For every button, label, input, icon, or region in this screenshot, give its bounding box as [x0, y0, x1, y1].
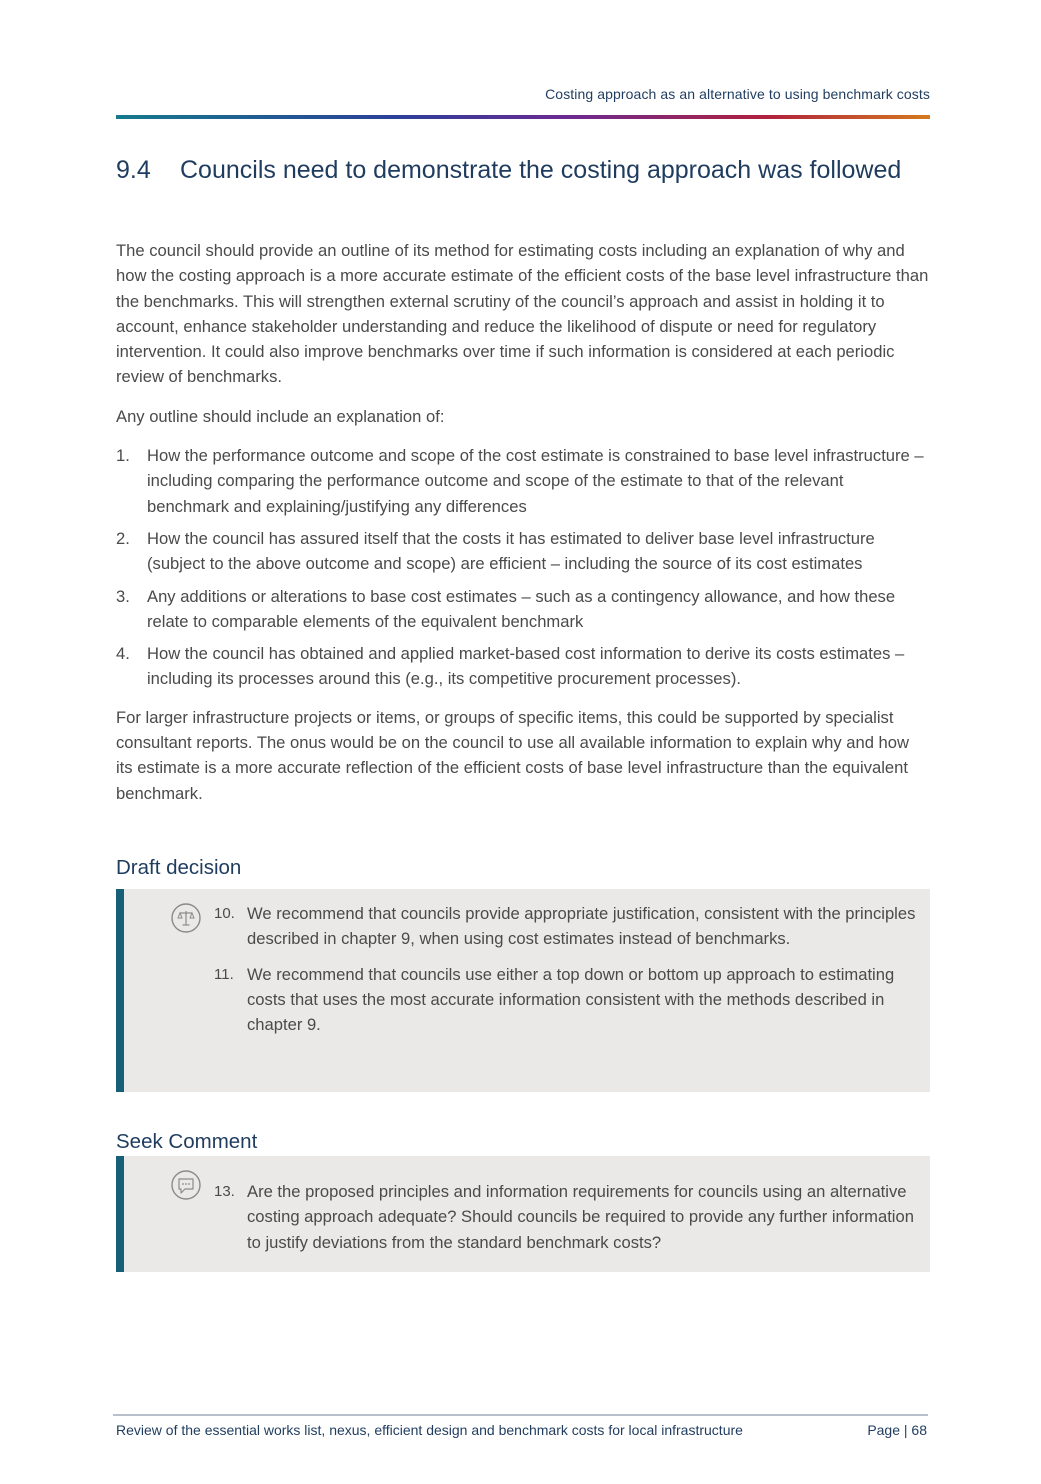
decision-item	[214, 901, 926, 952]
draft-decision-heading: Draft decision	[116, 856, 242, 879]
page-number: Page | 68	[867, 1422, 927, 1438]
footer-rule	[113, 1414, 928, 1416]
seek-comment-list	[214, 1179, 926, 1265]
list-text: How the performance outcome and scope of the cost estimate is constrained to base level infrastructure – including comparing the performance outcome and scope of the estimate to that of the relevant benchmark and explaining/justifying any differences	[147, 446, 924, 516]
list-item	[116, 443, 930, 519]
list-number: 2.	[116, 528, 130, 548]
explanation-list	[116, 443, 930, 692]
draft-decision-list	[214, 901, 926, 1047]
comment-text: Are the proposed principles and information requirements for councils using an alternative costing approach adequate? Should councils be required to provide any further information to justify deviations from the standard benchmark costs?	[247, 1182, 914, 1252]
list-number: 4.	[116, 644, 130, 664]
list-text: Any additions or alterations to base cost estimates – such as a contingency allowance, and how these relate to comparable elements of the equivalent benchmark	[147, 586, 896, 631]
list-item	[116, 526, 930, 577]
list-text: How the council has obtained and applied market-based cost information to derive its costs estimates – including its processes around this (e.g., its competitive procurement processes).	[147, 644, 905, 689]
body-text	[116, 238, 930, 820]
paragraph: For larger infrastructure projects or items, or groups of specific items, this could be supported by specialist consultant reports. The onus would be on the council to use all available information to explain why and how its estimate is a more accurate reflection of the efficient costs of base level infrastructure than the equivalent benchmark.	[116, 707, 909, 803]
speech-bubble-icon	[171, 1170, 201, 1200]
decision-item	[214, 962, 926, 1038]
comment-number: 13.	[214, 1183, 235, 1200]
decision-number: 10.	[214, 905, 235, 922]
header-gradient-rule	[116, 115, 930, 119]
list-number: 1.	[116, 446, 130, 466]
decision-number: 11.	[214, 965, 234, 983]
paragraph: The council should provide an outline of its method for estimating costs including an explanation of why and how the costing approach is a more accurate estimate of the efficient costs of the base level infrastructure than the benchmarks. This will strengthen external scrutiny of the council’s approach and assist in holding it to account, enhance stakeholder understanding and reduce the likelihood of dispute or need for regulatory intervention. It could also improve benchmarks over time if such information is considered at each periodic review of benchmarks.	[116, 241, 929, 387]
running-header: Costing approach as an alternative to using benchmark costs	[545, 86, 930, 102]
list-item	[116, 641, 930, 692]
seek-comment-box	[116, 1156, 930, 1272]
section-number: 9.4	[116, 156, 151, 184]
list-text: How the council has assured itself that the costs it has estimated to deliver base level infrastructure (subject to the above outcome and scope) are efficient – including the source of its cost estimates	[147, 528, 875, 574]
list-number: 3.	[116, 586, 130, 606]
section-title: Councils need to demonstrate the costing approach was followed	[180, 156, 902, 184]
footer-document-title: Review of the essential works list, nexus, efficient design and benchmark costs for local infrastructure	[116, 1422, 743, 1438]
seek-comment-heading: Seek Comment	[116, 1130, 258, 1153]
comment-item	[214, 1179, 926, 1255]
decision-text: We recommend that councils use either a top down or bottom up approach to estimating costs that uses the most accurate information consistent with the methods described in chapter 9.	[247, 964, 895, 1035]
section-heading	[116, 156, 930, 185]
paragraph: Any outline should include an explanation of:	[116, 406, 445, 426]
draft-decision-box	[116, 889, 930, 1092]
decision-text: We recommend that councils provide appropriate justification, consistent with the principles described in chapter 9, when using cost estimates instead of benchmarks.	[247, 904, 916, 949]
scales-icon	[171, 903, 201, 933]
list-item	[116, 584, 930, 635]
